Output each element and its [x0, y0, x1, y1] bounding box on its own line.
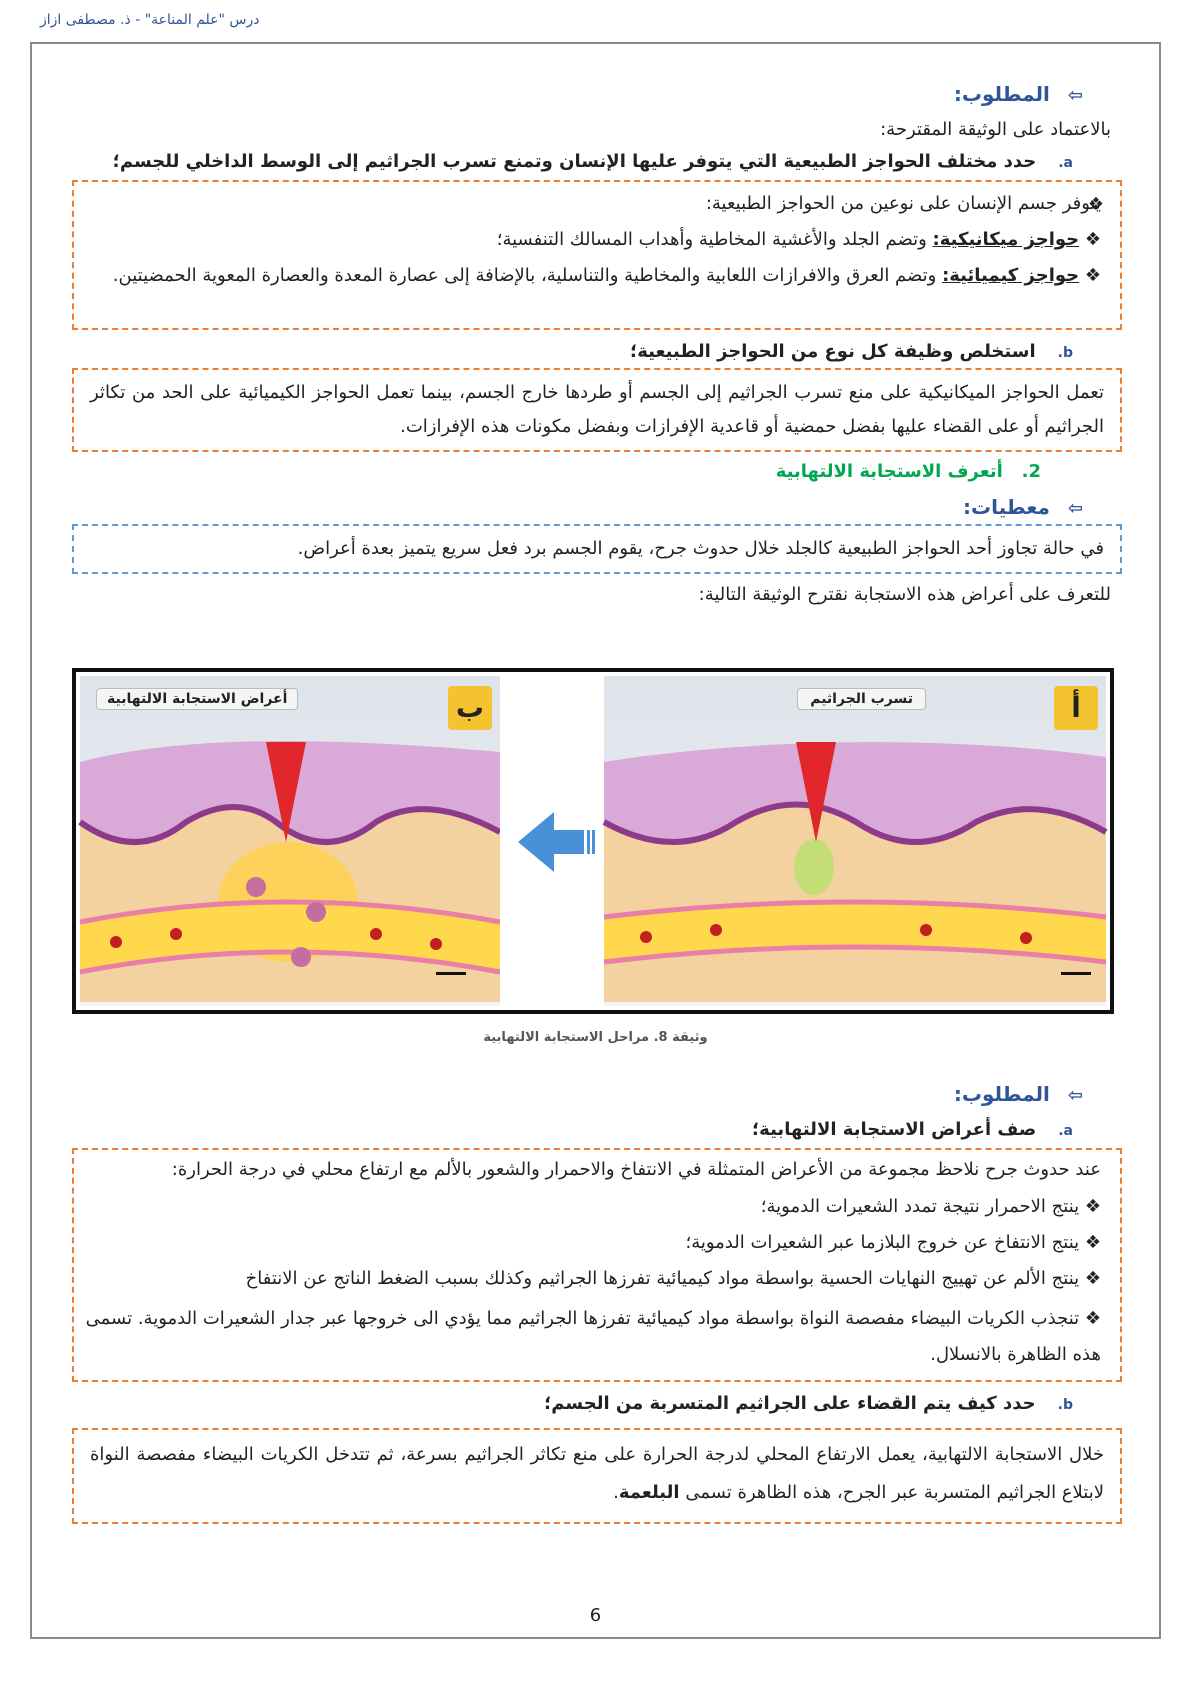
arrow-icon: ⇦: [1067, 1085, 1083, 1106]
answer-b2-text: خلال الاستجابة الالتهابية، يعمل الارتفاع المحلي لدرجة الحرارة على منع تكاثر الجراثيم بسرعة، ثم تتدخل الكريات البيضاء مفصصة النواة لابتلاع الجراثيم المتسربة عبر الجرح، هذه الظاهرة تسمى: [90, 1444, 1104, 1503]
given-label: معطيات:: [962, 495, 1050, 519]
answer-b2-term: البلعمة: [618, 1482, 680, 1503]
answer-a-bullet-2: [113, 262, 1101, 290]
answer-b2-end: .: [613, 1482, 619, 1503]
question-b2: [544, 1390, 1073, 1419]
panel-b: [80, 680, 500, 1002]
question-letter: b.: [1057, 1397, 1073, 1413]
given-box: في حالة تجاوز أحد الحواجز الطبيعية كالجلد خلال حدوث جرح، يقوم الجسم برد فعل سريع يتميز بعدة أعراض.: [72, 524, 1122, 574]
answer-box-b: تعمل الحواجز الميكانيكية على منع تسرب الجراثيم إلى الجسم أو طردها خارج الجسم، بينما تعمل الحواجز الكيميائية على الحد من تكاثر الجراثيم أو على القضاء عليها بفضل حمضية أو قاعدية الإفرازات وبفضل مكونات هذه الإفرازات.: [72, 368, 1122, 452]
diamond-bullet-icon: ❖: [1079, 1268, 1101, 1289]
page-number: 6: [589, 1605, 602, 1626]
bullet-title: حواجز كيميائية:: [942, 265, 1080, 286]
question-text: حدد مختلف الحواجز الطبيعية التي يتوفر عليها الإنسان وتمنع تسرب الجراثيم إلى الوسط الداخلي للجسم؛: [112, 151, 1037, 172]
answer-a2-item-1: [761, 1193, 1101, 1221]
required-label: المطلوب:: [953, 1082, 1050, 1106]
panel-b-letter: ب: [448, 686, 492, 730]
question-letter: b.: [1057, 345, 1073, 361]
bullet-text: وتضم الجلد والأغشية المخاطية وأهداب المسالك التنفسية؛: [496, 229, 933, 250]
answer-a-intro: يتوفر جسم الإنسان على نوعين من الحواجز الطبيعية:: [705, 193, 1101, 214]
bullet-title: حواجز ميكانيكية:: [932, 229, 1080, 250]
item-text: ينتج الانتفاخ عن خروج البلازما عبر الشعيرات الدموية؛: [685, 1232, 1080, 1253]
section-2-title: [776, 458, 1041, 486]
diamond-bullet-icon: ❖: [1079, 1196, 1101, 1217]
required-heading-1: [954, 80, 1083, 110]
panel-a-letter: أ: [1054, 686, 1098, 730]
question-text: استخلص وظيفة كل نوع من الحواجز الطبيعية؛: [630, 341, 1036, 362]
section-number: 2.: [1021, 461, 1041, 482]
question-a: [113, 148, 1073, 177]
figure-caption: وثيقة 8. مراحل الاستجابة الالتهابية: [483, 1030, 708, 1045]
bullet-text: وتضم العرق والافرازات اللعابية والمخاطية والتناسلية، بالإضافة إلى عصارة المعدة والعصارة المعوية الحمضيتين.: [112, 265, 943, 286]
figure-intro: للتعرف على أعراض هذه الاستجابة نقترح الوثيقة التالية:: [698, 584, 1111, 605]
section-title: أتعرف الاستجابة الالتهابية: [775, 461, 1003, 482]
given-heading: [963, 493, 1083, 523]
question-letter: a.: [1058, 1123, 1073, 1139]
answer-a2-item-2: [685, 1229, 1101, 1257]
diamond-bullet-icon: ❖: [1079, 229, 1101, 250]
answer-box-b2: [72, 1428, 1122, 1524]
panel-b-label: أعراض الاستجابة الالتهابية: [96, 688, 298, 710]
question-letter: a.: [1058, 155, 1073, 171]
diamond-bullet-icon: ❖: [1079, 1232, 1101, 1253]
panel-a-label: تسرب الجراثيم: [797, 688, 926, 710]
item-text: تنجذب الكريات البيضاء مفصصة النواة بواسطة مواد كيميائية تفرزها الجراثيم مما يؤدي الى خروجها عبر جدار الشعيرات الدموية. تسمى هذه الظاهرة بالانسلال.: [85, 1308, 1101, 1365]
answer-a2-item-3: [246, 1265, 1101, 1293]
required-heading-2: [954, 1080, 1083, 1110]
required-label: المطلوب:: [953, 82, 1050, 106]
question-text: حدد كيف يتم القضاء على الجراثيم المتسربة من الجسم؛: [544, 1393, 1036, 1414]
diamond-bullet-icon: ❖: [1079, 1308, 1101, 1329]
panel-a: [604, 680, 1106, 1002]
item-text: ينتج الألم عن تهييج النهايات الحسية بواسطة مواد كيميائية تفرزها الجراثيم وكذلك بسبب الضغط الناتج عن الانتفاخ: [245, 1268, 1080, 1289]
page-header: درس "علم المناعة" - ذ. مصطفى ازاز: [40, 12, 260, 28]
question-b: [630, 338, 1073, 367]
arrow-icon: ⇦: [1067, 85, 1083, 106]
item-text: ينتج الاحمرار نتيجة تمدد الشعيرات الدموية؛: [760, 1196, 1080, 1217]
figure-8: [72, 668, 1114, 1014]
doc-intro-line: بالاعتماد على الوثيقة المقترحة:: [880, 119, 1111, 140]
arrow-icon: ⇦: [1067, 498, 1083, 519]
answer-a-bullet-1: [497, 226, 1101, 254]
answer-a2-intro: عند حدوث جرح نلاحظ مجموعة من الأعراض المتمثلة في الانتفاخ والاحمرار والشعور بالألم مع ارتفاع محلي في درجة الحرارة:: [171, 1159, 1101, 1180]
question-a2: [752, 1116, 1073, 1145]
question-text: صف أعراض الاستجابة الالتهابية؛: [751, 1119, 1037, 1140]
diamond-bullet-icon: ❖: [1079, 265, 1101, 286]
answer-a2-item-4: [81, 1301, 1101, 1373]
